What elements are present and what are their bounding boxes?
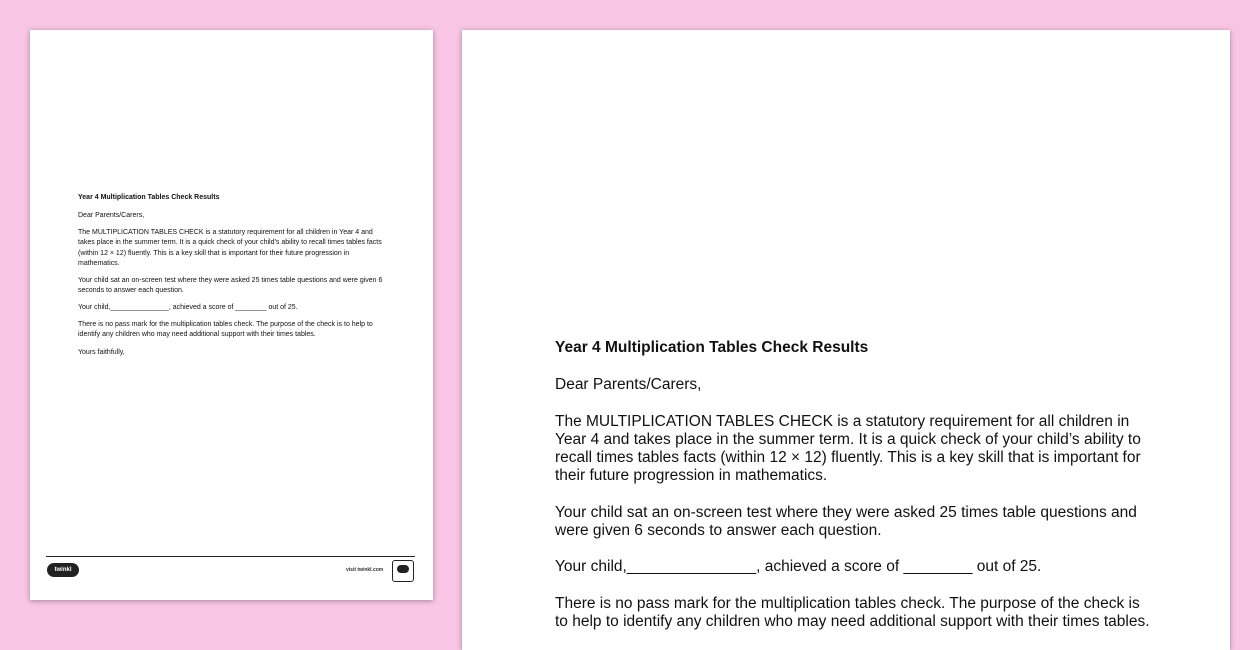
letter-content xyxy=(78,193,388,365)
letter-salutation: Dear Parents/Carers, xyxy=(78,212,145,220)
letter-paragraph: Your child sat an on-screen test where they were asked 25 times table questions and were given 6 seconds to answer each question. xyxy=(78,276,383,294)
letter-content-zoomed xyxy=(555,339,1155,649)
letter-paragraph: Your child,_______________, achieved a score of ________ out of 25. xyxy=(78,304,298,312)
footer-divider xyxy=(46,556,415,557)
letter-salutation: Dear Parents/Carers, xyxy=(555,376,702,394)
letter-paragraph: There is no pass mark for the multiplication tables check. The purpose of the check is to help to identify any children who may need additional support with their times tables. xyxy=(78,321,373,339)
twinkl-logo: twinkl xyxy=(47,563,79,577)
letter-paragraph: Your child sat an on-screen test where they were asked 25 times table questions and were given 6 seconds to answer each question. xyxy=(555,503,1137,539)
page-thumbnail xyxy=(30,30,433,600)
page-zoomed xyxy=(462,30,1230,650)
letter-paragraph: There is no pass mark for the multiplication tables check. The purpose of the check is to help to identify any children who may need additional support with their times tables. xyxy=(555,594,1150,630)
letter-title: Year 4 Multiplication Tables Check Results xyxy=(78,194,220,201)
letter-paragraph: Your child,_______________, achieved a score of ________ out of 25. xyxy=(555,558,1042,576)
twinkl-badge-icon xyxy=(392,560,414,582)
letter-closing: Yours faithfully, xyxy=(78,348,125,356)
footer-site: visit twinkl.com xyxy=(346,567,384,573)
letter-paragraph: The MULTIPLICATION TABLES CHECK is a statutory requirement for all children in Year 4 and takes place in the summer term. It is a quick check of your child’s ability to recall times tables facts (within 12 × 12) fluently. This is a key skill that is important for their future progression in mathematics. xyxy=(555,412,1141,485)
letter-paragraph: The MULTIPLICATION TABLES CHECK is a statutory requirement for all children in Year 4 and takes place in the summer term. It is a quick check of your child’s ability to recall times tables facts (within 12 × 12) fluently. This is a key skill that is important for their future progression in mathematics. xyxy=(78,229,382,267)
letter-title: Year 4 Multiplication Tables Check Results xyxy=(555,339,869,356)
